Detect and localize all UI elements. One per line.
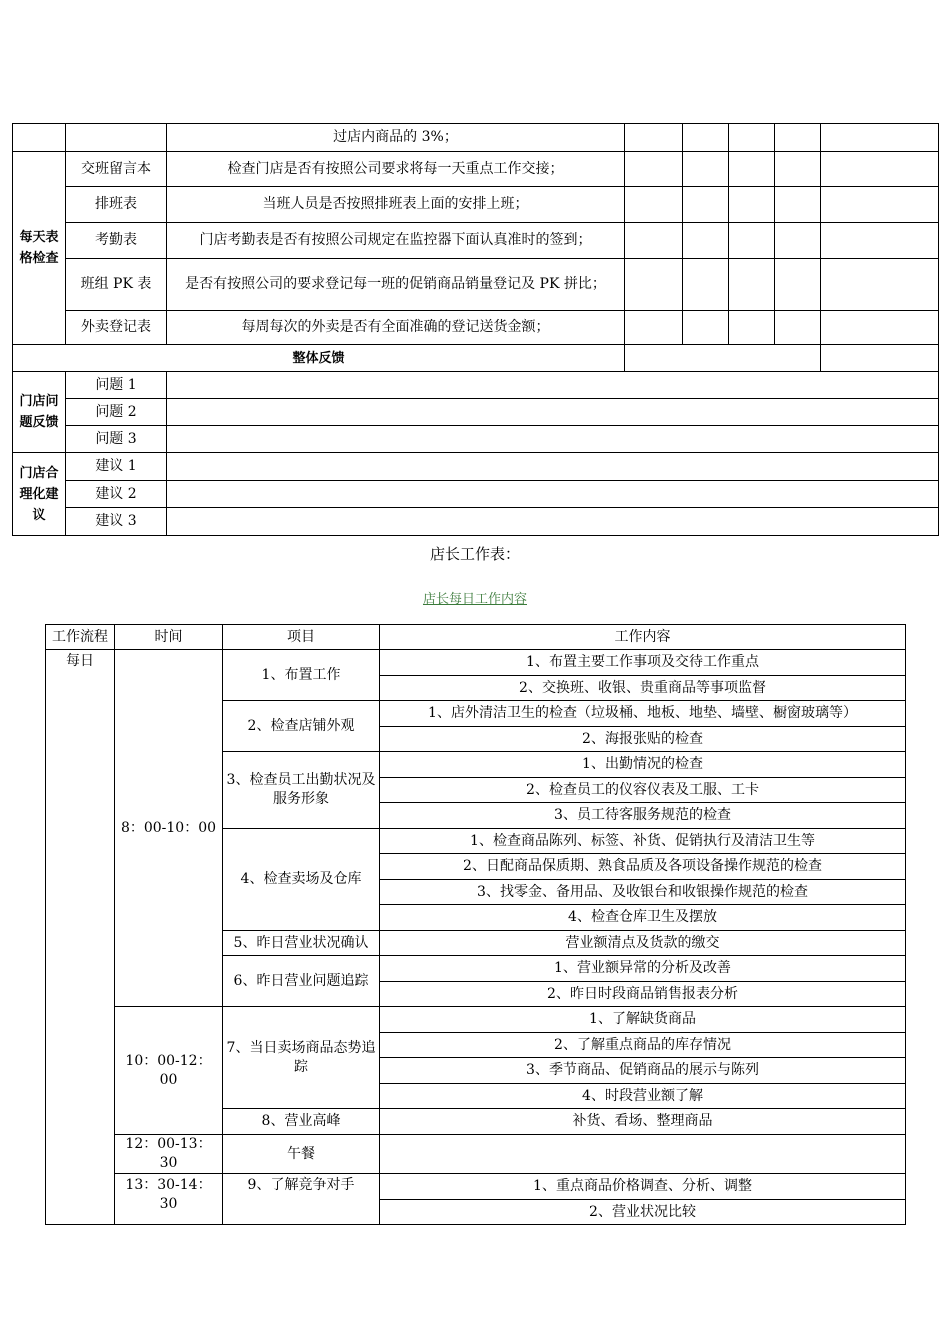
project-cell: 9、了解竞争对手 <box>223 1174 380 1225</box>
problem-label: 问题 2 <box>66 399 167 426</box>
desc-cell: 当班人员是否按照排班表上面的安排上班； <box>167 187 625 223</box>
item-cell: 交班留言本 <box>66 152 167 187</box>
desc-cell: 过店内商品的 3%； <box>167 124 625 152</box>
group-daily-check: 每天表格检查 <box>13 152 66 345</box>
overall-feedback-label: 整体反馈 <box>13 345 625 372</box>
time-cell: 8：00-10：00 <box>115 650 223 1007</box>
item-cell <box>66 124 167 152</box>
content-cell: 2、日配商品保质期、熟食品质及各项设备操作规范的检查 <box>380 854 906 880</box>
group-problem-feedback: 门店问题反馈 <box>13 372 66 453</box>
content-cell: 2、了解重点商品的库存情况 <box>380 1033 906 1058</box>
header-time: 时间 <box>115 625 223 650</box>
header-project: 项目 <box>223 625 380 650</box>
desc-cell: 是否有按照公司的要求登记每一班的促销商品销量登记及 PK 拼比； <box>167 259 625 311</box>
content-cell <box>380 1135 906 1174</box>
content-cell: 1、布置主要工作事项及交待工作重点 <box>380 650 906 676</box>
suggestion-label: 建议 1 <box>66 453 167 481</box>
desc-cell: 检查门店是否有按照公司要求将每一天重点工作交接； <box>167 152 625 187</box>
process-daily: 每日 <box>46 650 115 1225</box>
content-cell: 2、昨日时段商品销售报表分析 <box>380 982 906 1007</box>
time-cell: 12：00-13：30 <box>115 1135 223 1174</box>
content-cell: 1、了解缺货商品 <box>380 1007 906 1033</box>
content-cell: 1、检查商品陈列、标签、补货、促销执行及清洁卫生等 <box>380 829 906 854</box>
content-cell: 2、检查员工的仪容仪表及工服、工卡 <box>380 778 906 803</box>
content-cell: 3、找零金、备用品、及收银台和收银操作规范的检查 <box>380 880 906 905</box>
project-cell: 7、当日卖场商品态势追踪 <box>223 1007 380 1109</box>
content-cell: 2、营业状况比较 <box>380 1200 906 1225</box>
time-cell: 10：00-12：00 <box>115 1007 223 1135</box>
project-cell: 1、布置工作 <box>223 650 380 701</box>
content-cell: 1、店外清洁卫生的检查（垃圾桶、地板、地垫、墙壁、橱窗玻璃等） <box>380 701 906 727</box>
project-cell: 午餐 <box>223 1135 380 1174</box>
content-cell: 1、出勤情况的检查 <box>380 752 906 778</box>
content-cell: 4、时段营业额了解 <box>380 1084 906 1109</box>
item-cell: 排班表 <box>66 187 167 223</box>
content-cell: 补货、看场、整理商品 <box>380 1109 906 1135</box>
inspection-table <box>12 123 939 536</box>
suggestion-label: 建议 3 <box>66 508 167 536</box>
project-cell: 5、昨日营业状况确认 <box>223 931 380 956</box>
content-cell: 1、营业额异常的分析及改善 <box>380 956 906 982</box>
project-cell: 2、检查店铺外观 <box>223 701 380 752</box>
desc-cell: 每周每次的外卖是否有全面准确的登记送货金额； <box>167 311 625 345</box>
item-cell: 班组 PK 表 <box>66 259 167 311</box>
project-cell: 4、检查卖场及仓库 <box>223 829 380 931</box>
content-cell: 1、重点商品价格调查、分析、调整 <box>380 1174 906 1200</box>
header-process: 工作流程 <box>46 625 115 650</box>
content-cell: 营业额清点及货款的缴交 <box>380 931 906 956</box>
group-suggestion: 门店合理化建议 <box>13 453 66 536</box>
group-cell <box>13 124 66 152</box>
project-cell: 3、检查员工出勤状况及服务形象 <box>223 752 380 829</box>
problem-label: 问题 1 <box>66 372 167 399</box>
manager-daily-table <box>45 624 906 1225</box>
content-cell: 2、交换班、收银、贵重商品等事项监督 <box>380 676 906 701</box>
content-cell: 4、检查仓库卫生及摆放 <box>380 905 906 931</box>
header-content: 工作内容 <box>380 625 906 650</box>
content-cell: 3、季节商品、促销商品的展示与陈列 <box>380 1058 906 1084</box>
content-cell: 3、员工待客服务规范的检查 <box>380 803 906 829</box>
time-cell: 13：30-14：30 <box>115 1174 223 1225</box>
content-cell: 2、海报张贴的检查 <box>380 727 906 752</box>
suggestion-label: 建议 2 <box>66 481 167 508</box>
desc-cell: 门店考勤表是否有按照公司规定在监控器下面认真准时的签到； <box>167 223 625 259</box>
project-cell: 6、昨日营业问题追踪 <box>223 956 380 1007</box>
item-cell: 外卖登记表 <box>66 311 167 345</box>
table-title-link[interactable]: 店长每日工作内容 <box>422 592 527 607</box>
project-cell: 8、营业高峰 <box>223 1109 380 1135</box>
section-title: 店长工作表： <box>429 545 520 563</box>
problem-label: 问题 3 <box>66 426 167 453</box>
item-cell: 考勤表 <box>66 223 167 259</box>
